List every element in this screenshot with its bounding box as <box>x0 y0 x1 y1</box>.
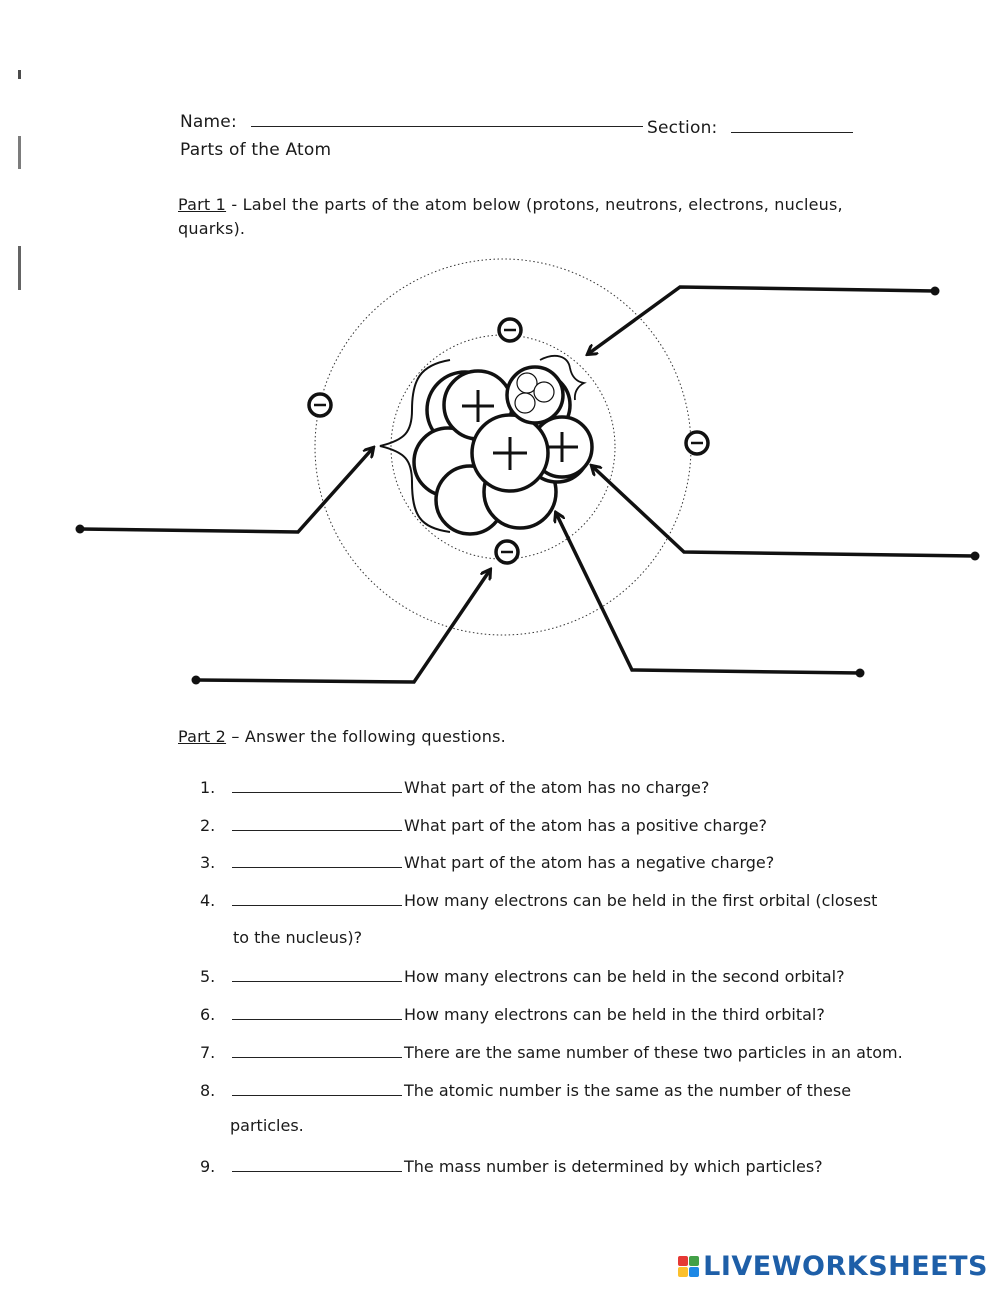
question-text: How many electrons can be held in the third orbital? <box>404 1005 825 1024</box>
question-number: 2. <box>200 816 216 835</box>
answer-field[interactable] <box>232 1157 402 1172</box>
question-number: 3. <box>200 853 216 872</box>
question-text: What part of the atom has a positive charge? <box>404 816 768 835</box>
quark <box>534 382 554 402</box>
question-number: 8. <box>200 1081 216 1100</box>
logo-mark-icon <box>678 1256 699 1277</box>
quark <box>515 393 535 413</box>
question-number: 4. <box>200 891 216 910</box>
question-number: 7. <box>200 1043 216 1062</box>
question-text: There are the same number of these two particles in an atom. <box>404 1043 903 1062</box>
question-4 <box>200 891 877 910</box>
question-number: 9. <box>200 1157 216 1176</box>
answer-field[interactable] <box>232 967 402 982</box>
part1-text: - Label the parts of the atom below (protons, neutrons, electrons, nucleus, <box>226 195 843 214</box>
question-text: How many electrons can be held in the second orbital? <box>404 967 845 986</box>
question-text: What part of the atom has no charge? <box>404 778 710 797</box>
part1-label: Part 1 <box>178 195 227 214</box>
nucleus <box>414 367 592 534</box>
part2-text: – Answer the following questions. <box>226 727 506 746</box>
name-label: Name: <box>180 112 237 132</box>
question-6 <box>200 1005 825 1024</box>
answer-field[interactable] <box>232 778 402 793</box>
answer-field[interactable] <box>232 816 402 831</box>
answer-field[interactable] <box>232 891 402 906</box>
section-label: Section: <box>647 118 718 138</box>
label-line-right[interactable] <box>592 466 975 556</box>
question-8 <box>200 1081 851 1100</box>
question-number: 5. <box>200 967 216 986</box>
part2-instruction <box>178 727 506 746</box>
part2-label: Part 2 <box>178 727 227 746</box>
answer-field[interactable] <box>232 1005 402 1020</box>
question-text: The atomic number is the same as the number of these <box>404 1081 852 1100</box>
question-9 <box>200 1157 823 1176</box>
label-line-top-right[interactable] <box>588 287 935 354</box>
question-5 <box>200 967 845 986</box>
question-8-cont: particles. <box>230 1116 304 1135</box>
answer-field[interactable] <box>232 1043 402 1058</box>
question-text: What part of the atom has a negative charge? <box>404 853 775 872</box>
question-4-cont: to the nucleus)? <box>233 928 363 947</box>
answer-field[interactable] <box>232 853 402 868</box>
liveworksheets-logo[interactable] <box>678 1251 988 1282</box>
brand-name: LIVEWORKSHEETS <box>703 1251 988 1282</box>
question-number: 6. <box>200 1005 216 1024</box>
question-7 <box>200 1043 903 1062</box>
answer-field[interactable] <box>232 1081 402 1096</box>
question-text: The mass number is determined by which particles? <box>404 1157 823 1176</box>
page-title: Parts of the Atom <box>180 140 332 160</box>
label-line-bottom-right[interactable] <box>556 513 860 673</box>
part1-instruction-cont: quarks). <box>178 219 246 238</box>
question-2 <box>200 816 767 835</box>
question-3 <box>200 853 774 872</box>
question-text: How many electrons can be held in the first orbital (closest <box>404 891 878 910</box>
question-1 <box>200 778 709 797</box>
question-number: 1. <box>200 778 216 797</box>
